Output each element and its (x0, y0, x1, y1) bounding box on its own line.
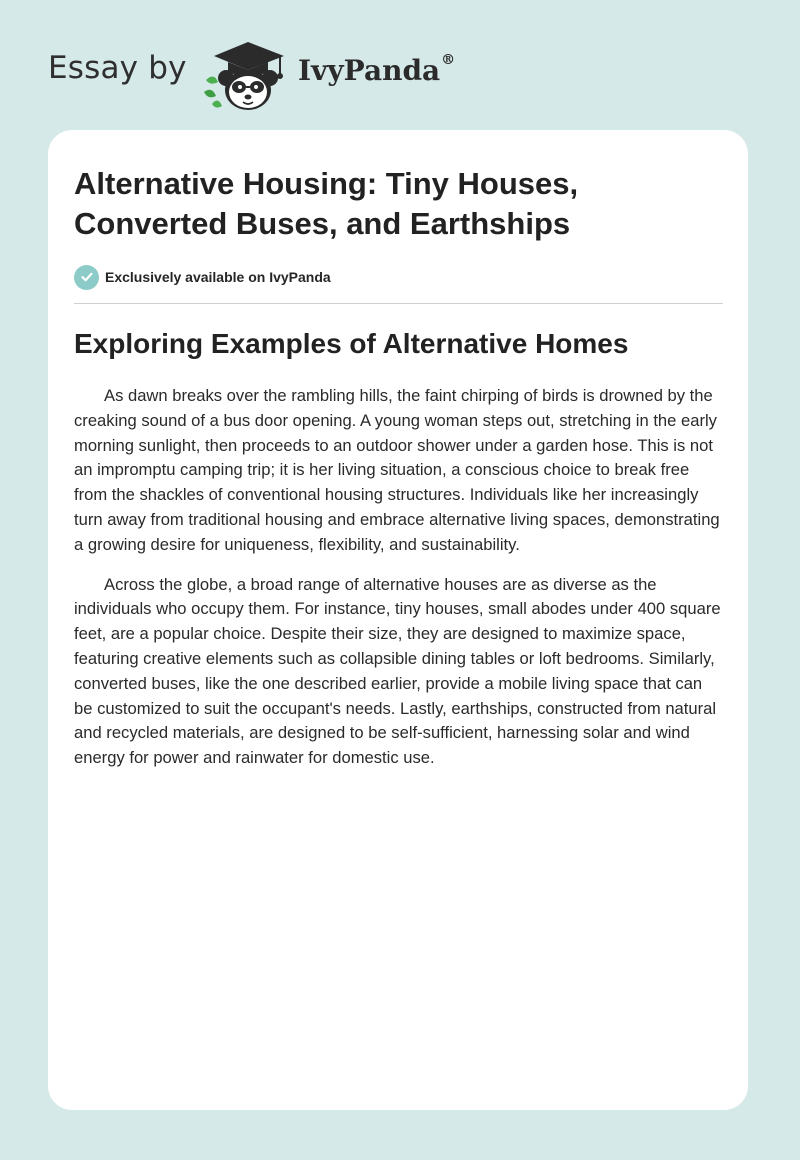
panda-graduate-logo-icon[interactable] (200, 34, 290, 114)
section-heading: Exploring Examples of Alternative Homes (74, 328, 629, 359)
exclusive-badge (74, 264, 331, 290)
trademark-symbol: ® (441, 52, 456, 68)
page-title: Alternative Housing: Tiny Houses, Converted Buses, and Earthships (74, 166, 579, 241)
brand-label: IvyPanda (298, 54, 441, 87)
site-header (48, 30, 508, 110)
essay-by-label: Essay by (48, 50, 187, 86)
article-card (48, 130, 748, 1110)
divider (74, 303, 723, 304)
check-circle-icon (74, 265, 99, 290)
article-body (74, 384, 724, 786)
paragraph: Across the globe, a broad range of alternative houses are as diverse as the individuals who occupy them. For instance, tiny houses, small abodes under 400 square feet, are a popular choice. Despite their size, they are designed to maximize space, featuring creative elements such as collapsible dining tables or loft bedrooms. Similarly, converted buses, like the one described earlier, provide a mobile living space that can be customized to suit the occupant's needs. Lastly, earthships, constructed from natural and recycled materials, are designed to be self-sufficient, harnessing solar and wind energy for power and rainwater for domestic use. (74, 574, 721, 768)
brand-name[interactable] (298, 54, 455, 87)
paragraph: As dawn breaks over the rambling hills, the faint chirping of birds is drowned by the creaking sound of a bus door opening. A young woman steps out, stretching in the early morning sunlight, then proceeds to an outdoor shower under a garden hose. This is not an impromptu camping trip; it is her living situation, a conscious choice to break free from the shackles of conventional housing structures. Individuals like her increasingly turn away from traditional housing and embrace alternative living spaces, demonstrating a growing desire for uniqueness, flexibility, and sustainability. (74, 386, 720, 554)
exclusive-badge-label: Exclusively available on IvyPanda (105, 269, 331, 285)
